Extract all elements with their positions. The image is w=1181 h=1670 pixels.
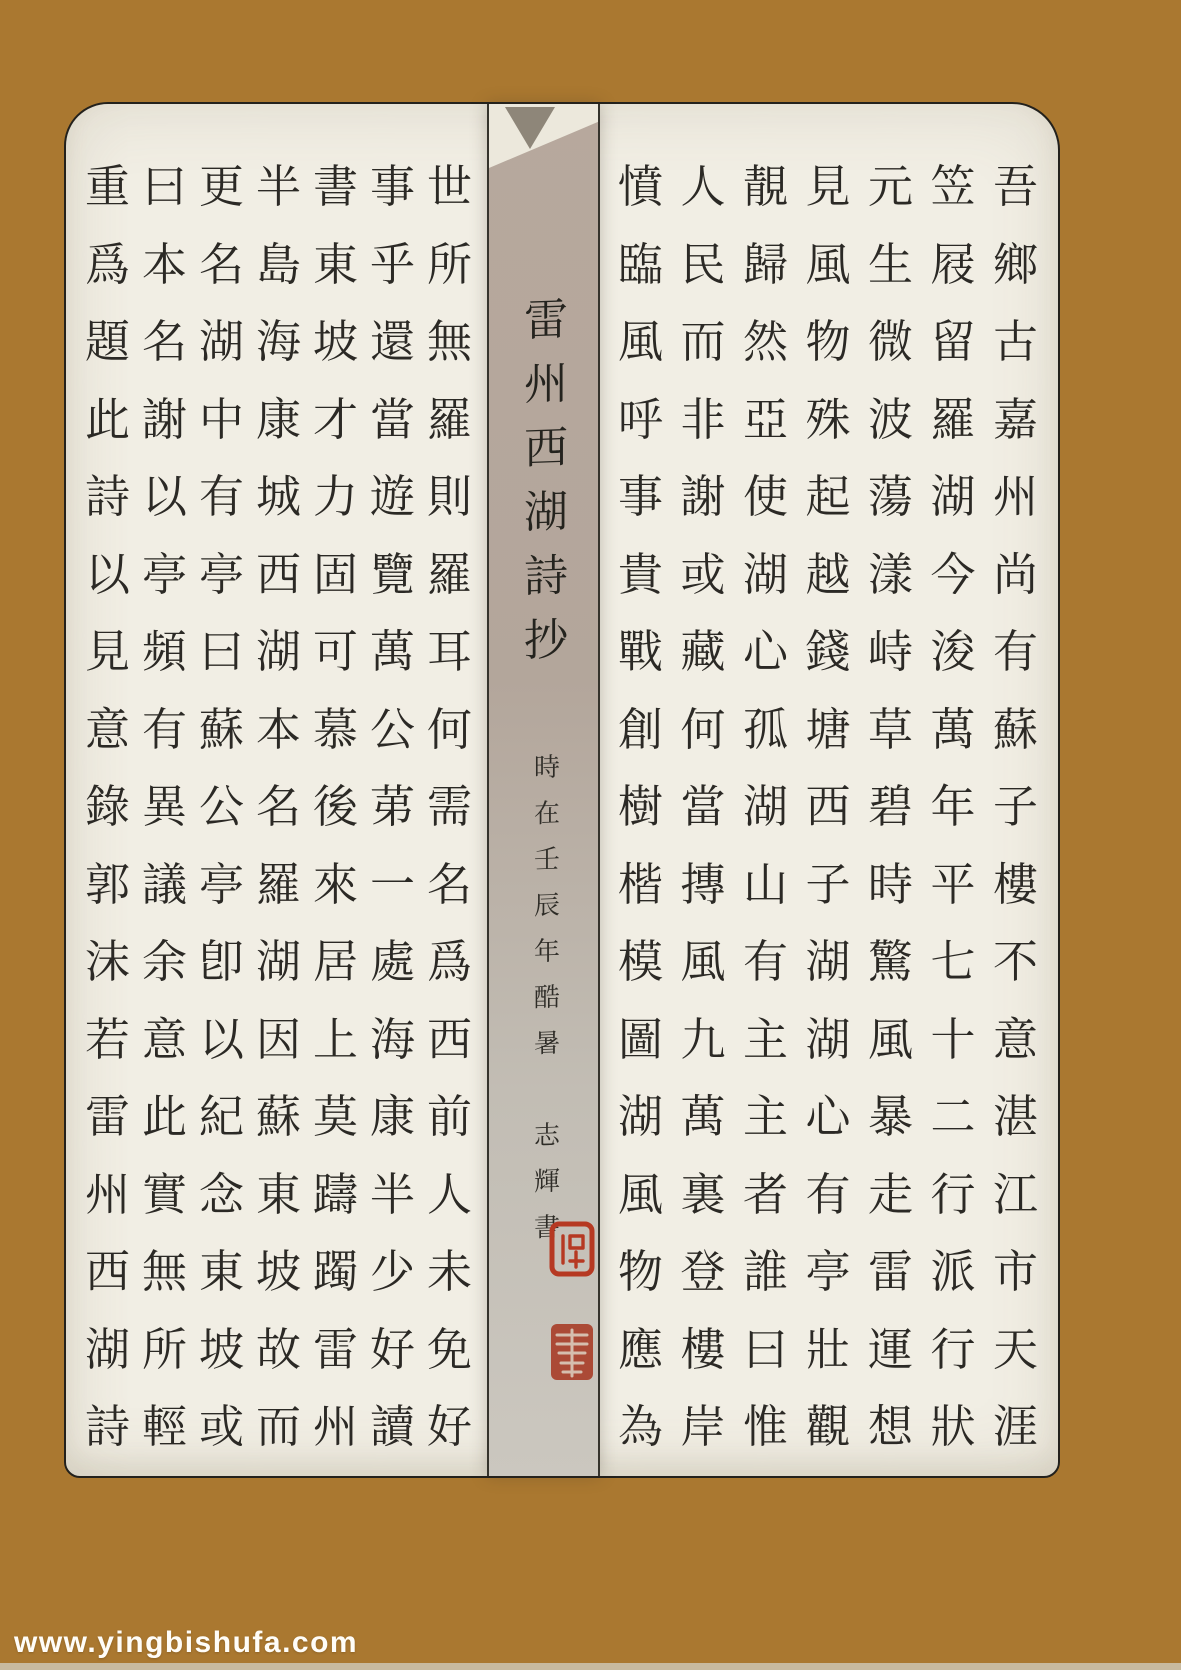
char: 當 <box>369 392 415 446</box>
char: 主 <box>742 1012 788 1066</box>
char: 紀 <box>198 1090 244 1144</box>
char: 風 <box>617 1167 663 1221</box>
char: 暑 <box>533 1028 560 1059</box>
char: 草 <box>867 702 913 756</box>
char: 為 <box>617 1400 663 1454</box>
text-column <box>307 148 364 1468</box>
char: 摶 <box>680 857 726 911</box>
char: 若 <box>84 1012 130 1066</box>
text-column <box>737 148 794 1468</box>
text-column <box>250 148 307 1468</box>
char: 壯 <box>805 1322 851 1376</box>
char: 風 <box>680 935 726 989</box>
char: 萬 <box>930 702 976 756</box>
char: 誰 <box>742 1245 788 1299</box>
char: 子 <box>992 780 1038 834</box>
char: 名 <box>426 857 472 911</box>
char <box>529 1063 565 1110</box>
char: 辰 <box>533 890 560 921</box>
char: 康 <box>255 392 301 446</box>
char: 有 <box>805 1167 851 1221</box>
char: 坡 <box>198 1322 244 1376</box>
signature-column <box>529 742 565 1248</box>
char: 詩 <box>84 1400 130 1454</box>
char: 藏 <box>680 625 726 679</box>
char: 半 <box>369 1167 415 1221</box>
char: 在 <box>533 798 560 829</box>
char: 郭 <box>84 857 130 911</box>
char: 尚 <box>992 547 1038 601</box>
char: 樓 <box>992 857 1038 911</box>
char: 苐 <box>369 780 415 834</box>
char: 雷 <box>867 1245 913 1299</box>
text-column <box>987 148 1044 1468</box>
char: 湖 <box>805 1012 851 1066</box>
char: 亞 <box>742 392 788 446</box>
char: 風 <box>805 237 851 291</box>
char: 東 <box>255 1167 301 1221</box>
char: 起 <box>805 470 851 524</box>
char: 呼 <box>617 392 663 446</box>
char: 海 <box>255 315 301 369</box>
char: 州 <box>312 1400 358 1454</box>
char: 可 <box>312 625 358 679</box>
char: 公 <box>198 780 244 834</box>
char: 躅 <box>312 1245 358 1299</box>
char: 鄉 <box>992 237 1038 291</box>
char: 海 <box>369 1012 415 1066</box>
char: 蘇 <box>992 702 1038 756</box>
char: 湖 <box>742 547 788 601</box>
char: 念 <box>198 1167 244 1221</box>
char: 固 <box>312 547 358 601</box>
char: 來 <box>312 857 358 911</box>
char: 輕 <box>141 1400 187 1454</box>
char: 物 <box>617 1245 663 1299</box>
char: 湖 <box>255 935 301 989</box>
char: 有 <box>992 625 1038 679</box>
char: 民 <box>680 237 726 291</box>
char: 峙 <box>867 625 913 679</box>
char: 壬 <box>533 844 560 875</box>
char: 人 <box>680 160 726 214</box>
char: 主 <box>742 1090 788 1144</box>
char: 留 <box>930 315 976 369</box>
char: 謝 <box>141 392 187 446</box>
char: 亭 <box>198 547 244 601</box>
left-page-text <box>86 148 478 1468</box>
char: 惟 <box>742 1400 788 1454</box>
char: 公 <box>369 702 415 756</box>
char: 西 <box>805 780 851 834</box>
text-column <box>193 148 250 1468</box>
char: 年 <box>533 936 560 967</box>
char: 山 <box>742 857 788 911</box>
char: 有 <box>198 470 244 524</box>
text-column <box>675 148 732 1468</box>
char: 免 <box>426 1322 472 1376</box>
char: 觀 <box>805 1400 851 1454</box>
text-column <box>79 148 136 1468</box>
char: 驚 <box>867 935 913 989</box>
char: 乎 <box>369 237 415 291</box>
char: 余 <box>141 935 187 989</box>
char: 天 <box>992 1322 1038 1376</box>
char: 好 <box>426 1400 472 1454</box>
char: 孤 <box>742 702 788 756</box>
char: 雷 <box>84 1090 130 1144</box>
char: 名 <box>198 237 244 291</box>
char: 或 <box>680 547 726 601</box>
char: 不 <box>992 935 1038 989</box>
char: 實 <box>141 1167 187 1221</box>
char: 心 <box>805 1090 851 1144</box>
artwork-title <box>517 284 575 668</box>
char: 亭 <box>805 1245 851 1299</box>
char: 上 <box>312 1012 358 1066</box>
char: 楷 <box>617 857 663 911</box>
char: 中 <box>198 392 244 446</box>
char: 無 <box>426 315 472 369</box>
char: 江 <box>992 1167 1038 1221</box>
char: 湖 <box>255 625 301 679</box>
char: 才 <box>312 392 358 446</box>
char: 而 <box>680 315 726 369</box>
char: 而 <box>255 1400 301 1454</box>
char: 爲 <box>84 237 130 291</box>
char: 無 <box>141 1245 187 1299</box>
char: 有 <box>141 702 187 756</box>
char: 登 <box>680 1245 726 1299</box>
char: 曰 <box>141 160 187 214</box>
char: 吾 <box>992 160 1038 214</box>
char: 想 <box>867 1400 913 1454</box>
char: 本 <box>141 237 187 291</box>
char: 越 <box>805 547 851 601</box>
char: 事 <box>369 160 415 214</box>
char: 應 <box>617 1322 663 1376</box>
char: 平 <box>930 857 976 911</box>
char: 少 <box>369 1245 415 1299</box>
strip-notch <box>505 107 555 149</box>
char: 九 <box>680 1012 726 1066</box>
char: 暴 <box>867 1090 913 1144</box>
char: 世 <box>426 160 472 214</box>
char: 因 <box>255 1012 301 1066</box>
char: 以 <box>84 547 130 601</box>
char: 萬 <box>680 1090 726 1144</box>
char: 蘇 <box>198 702 244 756</box>
char: 生 <box>867 237 913 291</box>
char: 屐 <box>930 237 976 291</box>
char: 狀 <box>930 1400 976 1454</box>
char: 謝 <box>680 470 726 524</box>
char: 岸 <box>680 1400 726 1454</box>
char: 行 <box>930 1167 976 1221</box>
char: 今 <box>930 547 976 601</box>
char: 憤 <box>617 160 663 214</box>
char: 心 <box>742 625 788 679</box>
char: 湖 <box>84 1322 130 1376</box>
char: 十 <box>930 1012 976 1066</box>
char: 覽 <box>369 547 415 601</box>
char: 子 <box>805 857 851 911</box>
char: 耳 <box>426 625 472 679</box>
char: 意 <box>992 1012 1038 1066</box>
char: 二 <box>930 1090 976 1144</box>
char: 元 <box>867 160 913 214</box>
char: 坡 <box>255 1245 301 1299</box>
char: 東 <box>198 1245 244 1299</box>
text-column <box>612 148 669 1468</box>
char: 羅 <box>426 392 472 446</box>
char: 題 <box>84 315 130 369</box>
right-page-text <box>612 148 1044 1468</box>
char: 爲 <box>426 935 472 989</box>
char: 年 <box>930 780 976 834</box>
char: 重 <box>84 160 130 214</box>
char: 錢 <box>805 625 851 679</box>
char: 城 <box>255 470 301 524</box>
char: 事 <box>617 470 663 524</box>
char: 慕 <box>312 702 358 756</box>
char: 時 <box>533 752 560 783</box>
char: 湖 <box>742 780 788 834</box>
char: 貴 <box>617 547 663 601</box>
char: 曰 <box>742 1322 788 1376</box>
char: 歸 <box>742 237 788 291</box>
char: 微 <box>867 315 913 369</box>
char: 遊 <box>369 470 415 524</box>
char: 書 <box>312 160 358 214</box>
char: 西 <box>524 422 568 475</box>
char: 塘 <box>805 702 851 756</box>
char: 志 <box>533 1120 560 1151</box>
char: 雷 <box>524 294 568 347</box>
char: 州 <box>84 1167 130 1221</box>
char: 時 <box>867 857 913 911</box>
char: 讀 <box>369 1400 415 1454</box>
char: 創 <box>617 702 663 756</box>
char: 坡 <box>312 315 358 369</box>
char: 此 <box>84 392 130 446</box>
char: 人 <box>426 1167 472 1221</box>
char: 浚 <box>930 625 976 679</box>
char: 碧 <box>867 780 913 834</box>
artist-seal-upper-icon <box>549 1221 595 1277</box>
char: 島 <box>255 237 301 291</box>
char: 更 <box>198 160 244 214</box>
char: 一 <box>369 857 415 911</box>
char: 見 <box>84 625 130 679</box>
char: 躊 <box>312 1167 358 1221</box>
char: 則 <box>426 470 472 524</box>
char: 書 <box>533 1212 560 1243</box>
char: 嘉 <box>992 392 1038 446</box>
char: 波 <box>867 392 913 446</box>
website-watermark: www.yingbishufa.com <box>14 1626 359 1659</box>
char: 沫 <box>84 935 130 989</box>
text-column <box>862 148 919 1468</box>
char: 羅 <box>255 857 301 911</box>
char: 樓 <box>680 1322 726 1376</box>
char: 樹 <box>617 780 663 834</box>
char: 需 <box>426 780 472 834</box>
char: 湖 <box>805 935 851 989</box>
char: 意 <box>84 702 130 756</box>
char: 未 <box>426 1245 472 1299</box>
artist-seal-lower-icon <box>550 1323 594 1381</box>
char: 派 <box>930 1245 976 1299</box>
char: 意 <box>141 1012 187 1066</box>
char: 好 <box>369 1322 415 1376</box>
char: 以 <box>198 1012 244 1066</box>
char: 州 <box>524 358 568 411</box>
char: 前 <box>426 1090 472 1144</box>
char: 湖 <box>524 486 568 539</box>
char: 名 <box>141 315 187 369</box>
char: 然 <box>742 315 788 369</box>
char: 詩 <box>84 470 130 524</box>
char: 何 <box>680 702 726 756</box>
char: 亭 <box>198 857 244 911</box>
char: 力 <box>312 470 358 524</box>
char: 輝 <box>533 1166 560 1197</box>
char: 或 <box>198 1400 244 1454</box>
char: 亭 <box>141 547 187 601</box>
char: 頻 <box>141 625 187 679</box>
char: 靚 <box>742 160 788 214</box>
char: 所 <box>426 237 472 291</box>
char: 所 <box>141 1322 187 1376</box>
char: 州 <box>992 470 1038 524</box>
char: 行 <box>930 1322 976 1376</box>
scan-edge-band <box>0 1663 1181 1670</box>
char: 運 <box>867 1322 913 1376</box>
char: 臨 <box>617 237 663 291</box>
char: 名 <box>255 780 301 834</box>
char: 湖 <box>198 315 244 369</box>
char: 西 <box>84 1245 130 1299</box>
char: 詩 <box>524 550 568 603</box>
char: 蕩 <box>867 470 913 524</box>
char: 議 <box>141 857 187 911</box>
char: 故 <box>255 1322 301 1376</box>
char: 酷 <box>533 982 560 1013</box>
char: 康 <box>369 1090 415 1144</box>
char: 錄 <box>84 780 130 834</box>
char: 走 <box>867 1167 913 1221</box>
char: 曰 <box>198 625 244 679</box>
char: 本 <box>255 702 301 756</box>
char: 半 <box>255 160 301 214</box>
char: 羅 <box>426 547 472 601</box>
text-column <box>136 148 193 1468</box>
char: 蘇 <box>255 1090 301 1144</box>
char: 市 <box>992 1245 1038 1299</box>
char: 有 <box>742 935 788 989</box>
char: 裏 <box>680 1167 726 1221</box>
char: 東 <box>312 237 358 291</box>
char: 風 <box>617 315 663 369</box>
char: 圖 <box>617 1012 663 1066</box>
text-column <box>421 148 478 1468</box>
char: 後 <box>312 780 358 834</box>
char: 戰 <box>617 625 663 679</box>
char: 物 <box>805 315 851 369</box>
char: 卽 <box>198 935 244 989</box>
char: 以 <box>141 470 187 524</box>
char: 湛 <box>992 1090 1038 1144</box>
char: 笠 <box>930 160 976 214</box>
char: 西 <box>255 547 301 601</box>
char: 者 <box>742 1167 788 1221</box>
char: 古 <box>992 315 1038 369</box>
char: 七 <box>930 935 976 989</box>
text-column <box>925 148 982 1468</box>
char: 西 <box>426 1012 472 1066</box>
char: 處 <box>369 935 415 989</box>
char: 居 <box>312 935 358 989</box>
char: 此 <box>141 1090 187 1144</box>
text-column <box>800 148 857 1468</box>
char: 當 <box>680 780 726 834</box>
char: 莫 <box>312 1090 358 1144</box>
char: 抄 <box>524 614 568 667</box>
char: 風 <box>867 1012 913 1066</box>
char: 非 <box>680 392 726 446</box>
char: 使 <box>742 470 788 524</box>
char: 羅 <box>930 392 976 446</box>
char: 雷 <box>312 1322 358 1376</box>
char: 何 <box>426 702 472 756</box>
char: 見 <box>805 160 851 214</box>
char: 湖 <box>617 1090 663 1144</box>
text-column <box>364 148 421 1468</box>
char: 還 <box>369 315 415 369</box>
char: 模 <box>617 935 663 989</box>
char: 湖 <box>930 470 976 524</box>
char: 殊 <box>805 392 851 446</box>
char: 漾 <box>867 547 913 601</box>
char: 萬 <box>369 625 415 679</box>
char: 涯 <box>992 1400 1038 1454</box>
char: 異 <box>141 780 187 834</box>
